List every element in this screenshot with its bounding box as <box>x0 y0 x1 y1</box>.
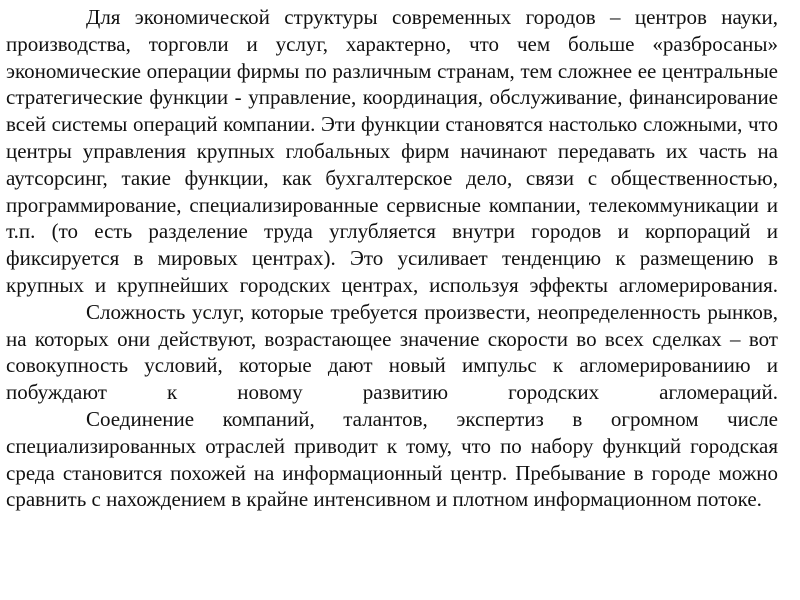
document-page <box>6 4 778 594</box>
paragraph-3: Соединение компаний, талантов, экспертиз в огромном числе специализированных отраслей приводит к тому, что по набору функций городская среда становится похожей на информационный центр. Пребывание в городе можно сравнить с нахождением в крайне интенсивном и плотном информационном потоке. <box>6 406 778 512</box>
paragraph-2: Сложность услуг, которые требуется произвести, неопределенность рынков, на которых они действуют, возрастающее значение скорости во всех сделках – вот совокупность условий, которые дают новый импульс к агломерированиию и побуждают к новому развитию городских агломераций. <box>6 299 778 405</box>
paragraph-1: Для экономической структуры современных городов – центров науки, производства, торговли и услуг, характерно, что чем больше «разбросаны» экономические операции фирмы по различным странам, тем сложнее ее центральные стратегические функции - управление, координация, обслуживание, финансирование всей системы операций компании. Эти функции становятся настолько сложными, что центры управления крупных глобальных фирм начинают передавать их часть на аутсорсинг, такие функции, как бухгалтерское дело, связи с общественностью, программирование, специализированные сервисные компании, телекоммуникации и т.п. (то есть разделение труда углубляется внутри городов и корпораций и фиксируется в мировых центрах). Это усиливает тенденцию к размещению в крупных и крупнейших городских центрах, используя эффекты агломерирования. <box>6 5 778 297</box>
